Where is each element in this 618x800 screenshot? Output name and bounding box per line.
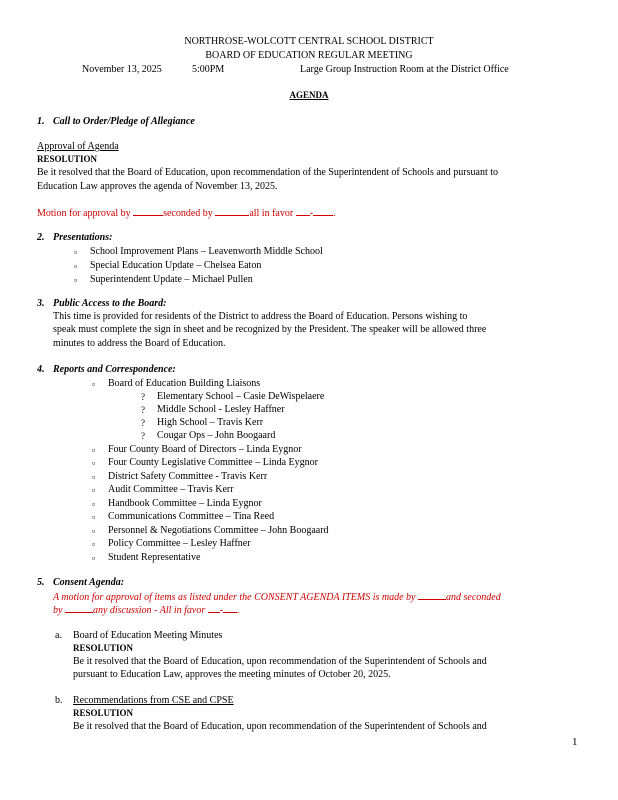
report-item: Audit Committee – Travis Kerr xyxy=(108,484,234,495)
section-3-number: 3. xyxy=(37,298,45,309)
sub-bullet-icon: ? xyxy=(141,392,145,402)
item-b-title: Recommendations from CSE and CPSE xyxy=(73,695,234,706)
sub-bullet-icon: ? xyxy=(141,418,145,428)
report-item: Four County Legislative Committee – Linda Eygnor xyxy=(108,457,318,468)
item-b-label: b. xyxy=(55,695,63,706)
report-item: Personnel & Negotiations Committee – John Boogaard xyxy=(108,525,329,536)
square-bullet-icon: ▫ xyxy=(92,458,96,468)
item-b-resolution-label: RESOLUTION xyxy=(73,708,134,718)
meeting-date: November 13, 2025 xyxy=(82,64,162,75)
square-bullet-icon: ▫ xyxy=(74,275,78,285)
section-2-number: 2. xyxy=(37,232,45,243)
square-bullet-icon: ▫ xyxy=(74,261,78,271)
public-access-line-2: speak must complete the sign in sheet and be recognized by the President. The speaker will be allowed three xyxy=(53,324,487,335)
square-bullet-icon: ▫ xyxy=(92,445,96,455)
meeting-type: BOARD OF EDUCATION REGULAR MEETING xyxy=(205,50,413,61)
square-bullet-icon: ▫ xyxy=(92,472,96,482)
liaison-item: Middle School - Lesley Haffner xyxy=(157,404,285,415)
presentation-item: School Improvement Plans – Leavenworth Middle School xyxy=(90,246,323,257)
item-a-resolution-label: RESOLUTION xyxy=(73,643,134,653)
consent-motion-line-1: A motion for approval of items as listed under the CONSENT AGENDA ITEMS is made by and seconded xyxy=(53,592,501,603)
sub-bullet-icon: ? xyxy=(141,431,145,441)
presentation-item: Superintendent Update – Michael Pullen xyxy=(90,274,253,285)
liaison-item: Elementary School – Casie DeWispelaere xyxy=(157,391,325,402)
section-5-number: 5. xyxy=(37,577,45,588)
agenda-heading: AGENDA xyxy=(289,90,329,100)
square-bullet-icon: ▫ xyxy=(92,526,96,536)
page-number: 1 xyxy=(572,736,578,748)
public-access-line-1: This time is provided for residents of the District to address the Board of Education. Persons wishing to xyxy=(53,311,468,322)
approval-resolution-label: RESOLUTION xyxy=(37,154,98,164)
item-a-resolution-line-2: pursuant to Education Law, approves the meeting minutes of October 20, 2025. xyxy=(73,669,391,680)
liaison-item: Cougar Ops – John Boogaard xyxy=(157,430,276,441)
report-item: Four County Board of Directors – Linda Eygnor xyxy=(108,444,302,455)
liaison-item: High School – Travis Kerr xyxy=(157,417,264,428)
report-item: Handbook Committee – Linda Eygnor xyxy=(108,498,262,509)
square-bullet-icon: ▫ xyxy=(92,485,96,495)
report-item: Communications Committee – Tina Reed xyxy=(108,511,275,522)
district-name: NORTHROSE-WOLCOTT CENTRAL SCHOOL DISTRICT xyxy=(184,36,434,47)
approval-resolution-line-2: Education Law approves the agenda of November 13, 2025. xyxy=(37,181,278,192)
square-bullet-icon: ▫ xyxy=(92,539,96,549)
section-2-title: Presentations: xyxy=(53,232,113,243)
report-item: Student Representative xyxy=(108,552,201,563)
section-3-title: Public Access to the Board: xyxy=(53,298,167,309)
presentation-item: Special Education Update – Chelsea Eaton xyxy=(90,260,262,271)
item-b-resolution-line-1: Be it resolved that the Board of Education, upon recommendation of the Superintendent of Schools and xyxy=(73,721,487,732)
section-5-title: Consent Agenda: xyxy=(53,577,125,588)
report-item: District Safety Committee - Travis Kerr xyxy=(108,471,268,482)
approval-motion: Motion for approval by seconded by all in favor - . xyxy=(37,208,336,219)
consent-motion-line-2: by any discussion - All in favor - . xyxy=(53,605,240,616)
approval-resolution-line-1: Be it resolved that the Board of Education, upon recommendation of the Superintendent of Schools and pursuant to xyxy=(37,167,499,178)
meeting-location: Large Group Instruction Room at the District Office xyxy=(300,64,509,75)
report-item: Policy Committee – Lesley Haffner xyxy=(108,538,251,549)
sub-bullet-icon: ? xyxy=(141,405,145,415)
square-bullet-icon: ▫ xyxy=(92,553,96,563)
report-item: Board of Education Building Liaisons xyxy=(108,378,261,389)
square-bullet-icon: ▫ xyxy=(92,499,96,509)
section-4-number: 4. xyxy=(37,364,45,375)
item-a-label: a. xyxy=(55,630,62,641)
square-bullet-icon: ▫ xyxy=(92,379,96,389)
item-a-title: Board of Education Meeting Minutes xyxy=(73,630,223,641)
section-1-number: 1. xyxy=(37,116,45,127)
square-bullet-icon: ▫ xyxy=(74,247,78,257)
meeting-time: 5:00PM xyxy=(192,64,225,75)
public-access-line-3: minutes to address the Board of Education. xyxy=(53,338,226,349)
approval-heading: Approval of Agenda xyxy=(37,141,119,152)
section-1-title: Call to Order/Pledge of Allegiance xyxy=(53,116,195,127)
section-4-title: Reports and Correspondence: xyxy=(53,364,176,375)
square-bullet-icon: ▫ xyxy=(92,512,96,522)
item-a-resolution-line-1: Be it resolved that the Board of Education, upon recommendation of the Superintendent of Schools and xyxy=(73,656,487,667)
